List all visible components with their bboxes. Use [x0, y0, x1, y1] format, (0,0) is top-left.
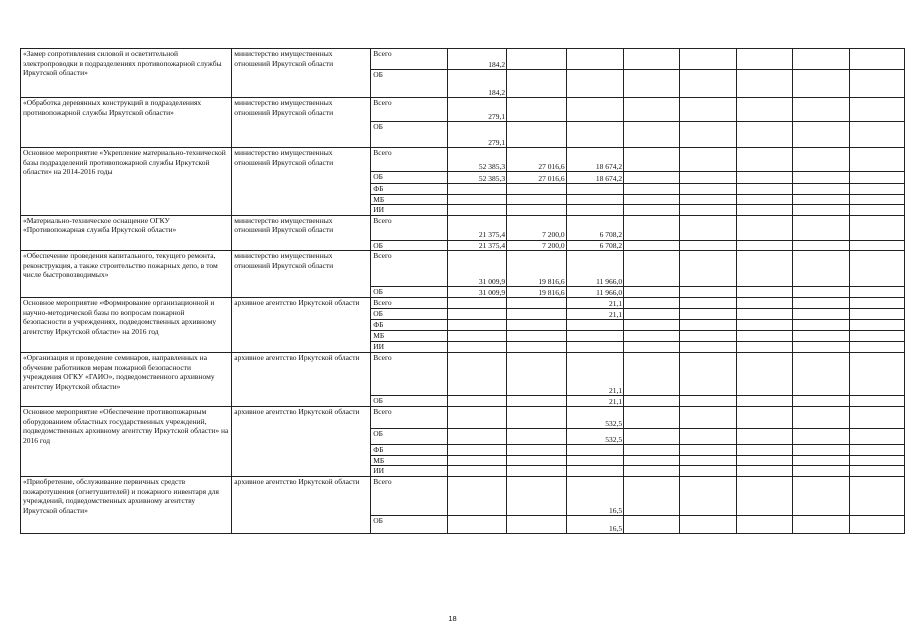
amount-cell: 52 385,3	[447, 172, 507, 184]
amount-cell: 11 966,0	[566, 251, 624, 287]
empty-cell	[793, 445, 849, 456]
empty-cell	[680, 429, 736, 445]
amount-cell: 21,1	[566, 298, 624, 309]
amount-cell	[624, 466, 680, 477]
amount-cell	[624, 455, 680, 466]
empty-cell	[736, 148, 792, 172]
empty-cell	[793, 49, 849, 70]
executor-cell: министерство имущественных отношений Иркутской области	[232, 215, 371, 251]
amount-cell	[624, 309, 680, 320]
amount-cell: 21,1	[566, 396, 624, 407]
empty-cell	[680, 205, 736, 216]
amount-cell: 21 375,4	[447, 215, 507, 240]
empty-cell	[849, 396, 904, 407]
empty-cell	[680, 49, 736, 70]
amount-cell: 16,5	[566, 477, 624, 516]
empty-cell	[793, 215, 849, 240]
measure-name-cell: «Приобретение, обслуживание первичных средств пожаротушения (огнетушителей) и пожарного инвентаря для учреждений, подведомственных архивному агентству Иркутской области»	[21, 477, 232, 534]
amount-cell	[447, 407, 507, 429]
amount-cell	[507, 70, 567, 98]
empty-cell	[793, 353, 849, 396]
amount-cell	[507, 353, 567, 396]
amount-cell	[507, 122, 567, 148]
empty-cell	[680, 122, 736, 148]
amount-cell: 184,2	[447, 49, 507, 70]
table-row	[21, 298, 905, 309]
amount-cell	[624, 148, 680, 172]
empty-cell	[849, 287, 904, 298]
measure-name-cell: «Обработка деревянных конструкций в подразделениях противопожарной службы Иркутской области»	[21, 98, 232, 148]
amount-cell	[566, 331, 624, 342]
funding-source-cell: МБ	[371, 331, 447, 342]
empty-cell	[849, 407, 904, 429]
amount-cell	[624, 70, 680, 98]
funding-source-cell: Всего	[371, 98, 447, 122]
amount-cell	[566, 122, 624, 148]
empty-cell	[736, 205, 792, 216]
amount-cell: 11 966,0	[566, 287, 624, 298]
empty-cell	[793, 70, 849, 98]
amount-cell	[624, 396, 680, 407]
empty-cell	[736, 49, 792, 70]
amount-cell	[624, 240, 680, 251]
amount-cell	[507, 445, 567, 456]
empty-cell	[849, 298, 904, 309]
empty-cell	[736, 298, 792, 309]
empty-cell	[736, 331, 792, 342]
empty-cell	[793, 396, 849, 407]
empty-cell	[736, 215, 792, 240]
empty-cell	[736, 396, 792, 407]
executor-cell: архивное агентство Иркутской области	[232, 477, 371, 534]
empty-cell	[793, 240, 849, 251]
funding-source-cell: ФБ	[371, 445, 447, 456]
amount-cell	[447, 309, 507, 320]
amount-cell	[447, 353, 507, 396]
empty-cell	[680, 331, 736, 342]
amount-cell	[624, 516, 680, 534]
empty-cell	[793, 516, 849, 534]
empty-cell	[680, 342, 736, 353]
amount-cell	[624, 215, 680, 240]
funding-source-cell: ОБ	[371, 172, 447, 184]
amount-cell	[447, 320, 507, 331]
executor-cell: министерство имущественных отношений Иркутской области	[232, 49, 371, 98]
empty-cell	[793, 342, 849, 353]
funding-source-cell: ОБ	[371, 516, 447, 534]
empty-cell	[736, 320, 792, 331]
measure-name-cell: Основное мероприятие «Обеспечение противопожарным оборудованием областных государственных учреждений, подведомственных архивному агентству Иркутской области» на 2016 год	[21, 407, 232, 477]
amount-cell	[566, 455, 624, 466]
amount-cell: 27 016,6	[507, 148, 567, 172]
amount-cell	[566, 466, 624, 477]
amount-cell	[447, 396, 507, 407]
measure-name-cell: Основное мероприятие «Формирование организационной и научно-методической базы по вопросам пожарной безопасности в учреждениях, подведомственных архивному агентству Иркутской области» на 2016 год	[21, 298, 232, 353]
empty-cell	[736, 353, 792, 396]
empty-cell	[793, 407, 849, 429]
empty-cell	[793, 477, 849, 516]
amount-cell: 6 708,2	[566, 215, 624, 240]
measure-name-cell: «Материально-техническое оснащение ОГКУ «Противопожарная служба Иркутской области»	[21, 215, 232, 251]
empty-cell	[793, 172, 849, 184]
funding-source-cell: МБ	[371, 455, 447, 466]
empty-cell	[736, 516, 792, 534]
executor-cell: архивное агентство Иркутской области	[232, 298, 371, 353]
amount-cell	[624, 205, 680, 216]
empty-cell	[680, 172, 736, 184]
empty-cell	[849, 477, 904, 516]
empty-cell	[849, 251, 904, 287]
empty-cell	[849, 194, 904, 205]
empty-cell	[680, 477, 736, 516]
empty-cell	[736, 466, 792, 477]
empty-cell	[849, 353, 904, 396]
empty-cell	[680, 251, 736, 287]
executor-cell: министерство имущественных отношений Иркутской области	[232, 148, 371, 216]
empty-cell	[793, 98, 849, 122]
amount-cell	[507, 184, 567, 195]
empty-cell	[849, 331, 904, 342]
empty-cell	[736, 309, 792, 320]
empty-cell	[793, 184, 849, 195]
funding-source-cell: ОБ	[371, 70, 447, 98]
amount-cell	[447, 429, 507, 445]
empty-cell	[736, 172, 792, 184]
amount-cell: 184,2	[447, 70, 507, 98]
funding-source-cell: ИИ	[371, 205, 447, 216]
amount-cell	[624, 429, 680, 445]
empty-cell	[793, 331, 849, 342]
empty-cell	[736, 477, 792, 516]
empty-cell	[793, 455, 849, 466]
funding-source-cell: Всего	[371, 477, 447, 516]
amount-cell: 31 009,9	[447, 251, 507, 287]
amount-cell	[507, 331, 567, 342]
empty-cell	[680, 407, 736, 429]
amount-cell	[624, 407, 680, 429]
empty-cell	[849, 455, 904, 466]
empty-cell	[849, 240, 904, 251]
executor-cell: министерство имущественных отношений Иркутской области	[232, 251, 371, 298]
amount-cell	[507, 407, 567, 429]
funding-source-cell: Всего	[371, 148, 447, 172]
funding-source-cell: ФБ	[371, 320, 447, 331]
amount-cell: 7 200,0	[507, 240, 567, 251]
funding-source-cell: ОБ	[371, 240, 447, 251]
amount-cell	[507, 298, 567, 309]
amount-cell	[507, 396, 567, 407]
empty-cell	[680, 215, 736, 240]
amount-cell: 532,5	[566, 429, 624, 445]
empty-cell	[849, 148, 904, 172]
empty-cell	[736, 240, 792, 251]
amount-cell	[566, 49, 624, 70]
empty-cell	[736, 98, 792, 122]
amount-cell: 21,1	[566, 353, 624, 396]
measure-name-cell: «Организация и проведение семинаров, направленных на обучение работников мерам пожарной безопасности учреждения ОГКУ «ГАИО», подведомственного архивному агентству Иркутской области»	[21, 353, 232, 407]
funding-source-cell: Всего	[371, 353, 447, 396]
empty-cell	[793, 148, 849, 172]
amount-cell	[507, 429, 567, 445]
amount-cell	[624, 353, 680, 396]
funding-source-cell: ОБ	[371, 309, 447, 320]
table-row	[21, 148, 905, 172]
amount-cell: 27 016,6	[507, 172, 567, 184]
empty-cell	[680, 320, 736, 331]
amount-cell	[566, 194, 624, 205]
amount-cell: 31 009,9	[447, 287, 507, 298]
amount-cell	[624, 298, 680, 309]
amount-cell	[624, 331, 680, 342]
empty-cell	[736, 407, 792, 429]
amount-cell	[624, 194, 680, 205]
empty-cell	[793, 251, 849, 287]
funding-source-cell: МБ	[371, 194, 447, 205]
amount-cell	[624, 184, 680, 195]
empty-cell	[849, 429, 904, 445]
amount-cell: 16,5	[566, 516, 624, 534]
amount-cell	[507, 194, 567, 205]
table-row	[21, 353, 905, 396]
measure-name-cell: Основное мероприятие «Укрепление материально-технической базы подразделений противопожарной службы Иркутской области» на 2014-2016 годы	[21, 148, 232, 216]
empty-cell	[849, 205, 904, 216]
empty-cell	[736, 122, 792, 148]
empty-cell	[849, 184, 904, 195]
empty-cell	[680, 98, 736, 122]
empty-cell	[793, 122, 849, 148]
amount-cell	[447, 298, 507, 309]
table-body	[21, 49, 905, 534]
empty-cell	[736, 70, 792, 98]
amount-cell	[447, 477, 507, 516]
empty-cell	[793, 466, 849, 477]
amount-cell	[624, 287, 680, 298]
amount-cell	[507, 320, 567, 331]
table-row	[21, 477, 905, 516]
empty-cell	[849, 70, 904, 98]
empty-cell	[680, 396, 736, 407]
empty-cell	[793, 309, 849, 320]
page-number: 18	[448, 614, 457, 623]
empty-cell	[680, 466, 736, 477]
empty-cell	[849, 320, 904, 331]
measure-name-cell: «Замер сопротивления силовой и осветительной электропроводки в подразделениях противопожарной службы Иркутской области»	[21, 49, 232, 98]
amount-cell	[447, 205, 507, 216]
funding-source-cell: Всего	[371, 49, 447, 70]
executor-cell: архивное агентство Иркутской области	[232, 407, 371, 477]
funding-source-cell: ОБ	[371, 122, 447, 148]
empty-cell	[793, 205, 849, 216]
table-row	[21, 251, 905, 287]
funding-source-cell: ОБ	[371, 429, 447, 445]
empty-cell	[793, 287, 849, 298]
amount-cell	[624, 445, 680, 456]
amount-cell	[624, 98, 680, 122]
amount-cell	[566, 184, 624, 195]
empty-cell	[680, 445, 736, 456]
amount-cell: 7 200,0	[507, 215, 567, 240]
amount-cell: 19 816,6	[507, 251, 567, 287]
empty-cell	[736, 455, 792, 466]
amount-cell: 19 816,6	[507, 287, 567, 298]
amount-cell: 21,1	[566, 309, 624, 320]
amount-cell	[566, 320, 624, 331]
empty-cell	[849, 215, 904, 240]
funding-source-cell: ФБ	[371, 184, 447, 195]
empty-cell	[736, 184, 792, 195]
empty-cell	[849, 309, 904, 320]
executor-cell: министерство имущественных отношений Иркутской области	[232, 98, 371, 148]
empty-cell	[849, 49, 904, 70]
empty-cell	[680, 240, 736, 251]
amount-cell: 18 674,2	[566, 148, 624, 172]
funding-source-cell: Всего	[371, 407, 447, 429]
table-row	[21, 407, 905, 429]
empty-cell	[680, 148, 736, 172]
funding-source-cell: Всего	[371, 251, 447, 287]
table-row	[21, 98, 905, 122]
amount-cell: 532,5	[566, 407, 624, 429]
empty-cell	[736, 342, 792, 353]
empty-cell	[849, 342, 904, 353]
table-row	[21, 49, 905, 70]
amount-cell	[447, 194, 507, 205]
amount-cell	[507, 49, 567, 70]
amount-cell	[507, 466, 567, 477]
amount-cell: 18 674,2	[566, 172, 624, 184]
amount-cell	[566, 205, 624, 216]
empty-cell	[793, 320, 849, 331]
amount-cell	[624, 342, 680, 353]
empty-cell	[849, 98, 904, 122]
empty-cell	[849, 445, 904, 456]
amount-cell	[507, 477, 567, 516]
empty-cell	[793, 298, 849, 309]
amount-cell	[507, 516, 567, 534]
funding-source-cell: ОБ	[371, 287, 447, 298]
empty-cell	[793, 194, 849, 205]
empty-cell	[849, 516, 904, 534]
funding-source-cell: ИИ	[371, 466, 447, 477]
program-budget-table	[20, 48, 905, 534]
empty-cell	[849, 122, 904, 148]
amount-cell	[507, 309, 567, 320]
empty-cell	[680, 353, 736, 396]
measure-name-cell: «Обеспечение проведения капитального, текущего ремонта, реконструкция, а также строительство пожарных депо, в том числе быстровозводимых»	[21, 251, 232, 298]
amount-cell	[624, 251, 680, 287]
amount-cell	[447, 466, 507, 477]
empty-cell	[680, 309, 736, 320]
empty-cell	[680, 516, 736, 534]
amount-cell: 21 375,4	[447, 240, 507, 251]
table-row	[21, 215, 905, 240]
amount-cell	[447, 184, 507, 195]
empty-cell	[736, 429, 792, 445]
empty-cell	[680, 194, 736, 205]
amount-cell	[507, 342, 567, 353]
amount-cell	[624, 122, 680, 148]
amount-cell: 6 708,2	[566, 240, 624, 251]
empty-cell	[680, 184, 736, 195]
amount-cell	[507, 98, 567, 122]
executor-cell: архивное агентство Иркутской области	[232, 353, 371, 407]
amount-cell	[447, 455, 507, 466]
empty-cell	[680, 298, 736, 309]
amount-cell: 279,1	[447, 98, 507, 122]
amount-cell	[624, 320, 680, 331]
empty-cell	[849, 172, 904, 184]
amount-cell	[624, 49, 680, 70]
amount-cell: 279,1	[447, 122, 507, 148]
empty-cell	[680, 455, 736, 466]
amount-cell: 52 385,3	[447, 148, 507, 172]
amount-cell	[566, 342, 624, 353]
amount-cell	[507, 455, 567, 466]
amount-cell	[447, 516, 507, 534]
amount-cell	[566, 70, 624, 98]
funding-source-cell: ИИ	[371, 342, 447, 353]
empty-cell	[736, 445, 792, 456]
amount-cell	[624, 477, 680, 516]
funding-source-cell: ОБ	[371, 396, 447, 407]
empty-cell	[736, 251, 792, 287]
amount-cell	[507, 205, 567, 216]
empty-cell	[736, 194, 792, 205]
amount-cell	[447, 342, 507, 353]
funding-source-cell: Всего	[371, 215, 447, 240]
amount-cell	[447, 331, 507, 342]
empty-cell	[680, 287, 736, 298]
amount-cell	[624, 172, 680, 184]
amount-cell	[566, 445, 624, 456]
empty-cell	[680, 70, 736, 98]
empty-cell	[793, 429, 849, 445]
funding-source-cell: Всего	[371, 298, 447, 309]
amount-cell	[447, 445, 507, 456]
empty-cell	[849, 466, 904, 477]
amount-cell	[566, 98, 624, 122]
empty-cell	[736, 287, 792, 298]
